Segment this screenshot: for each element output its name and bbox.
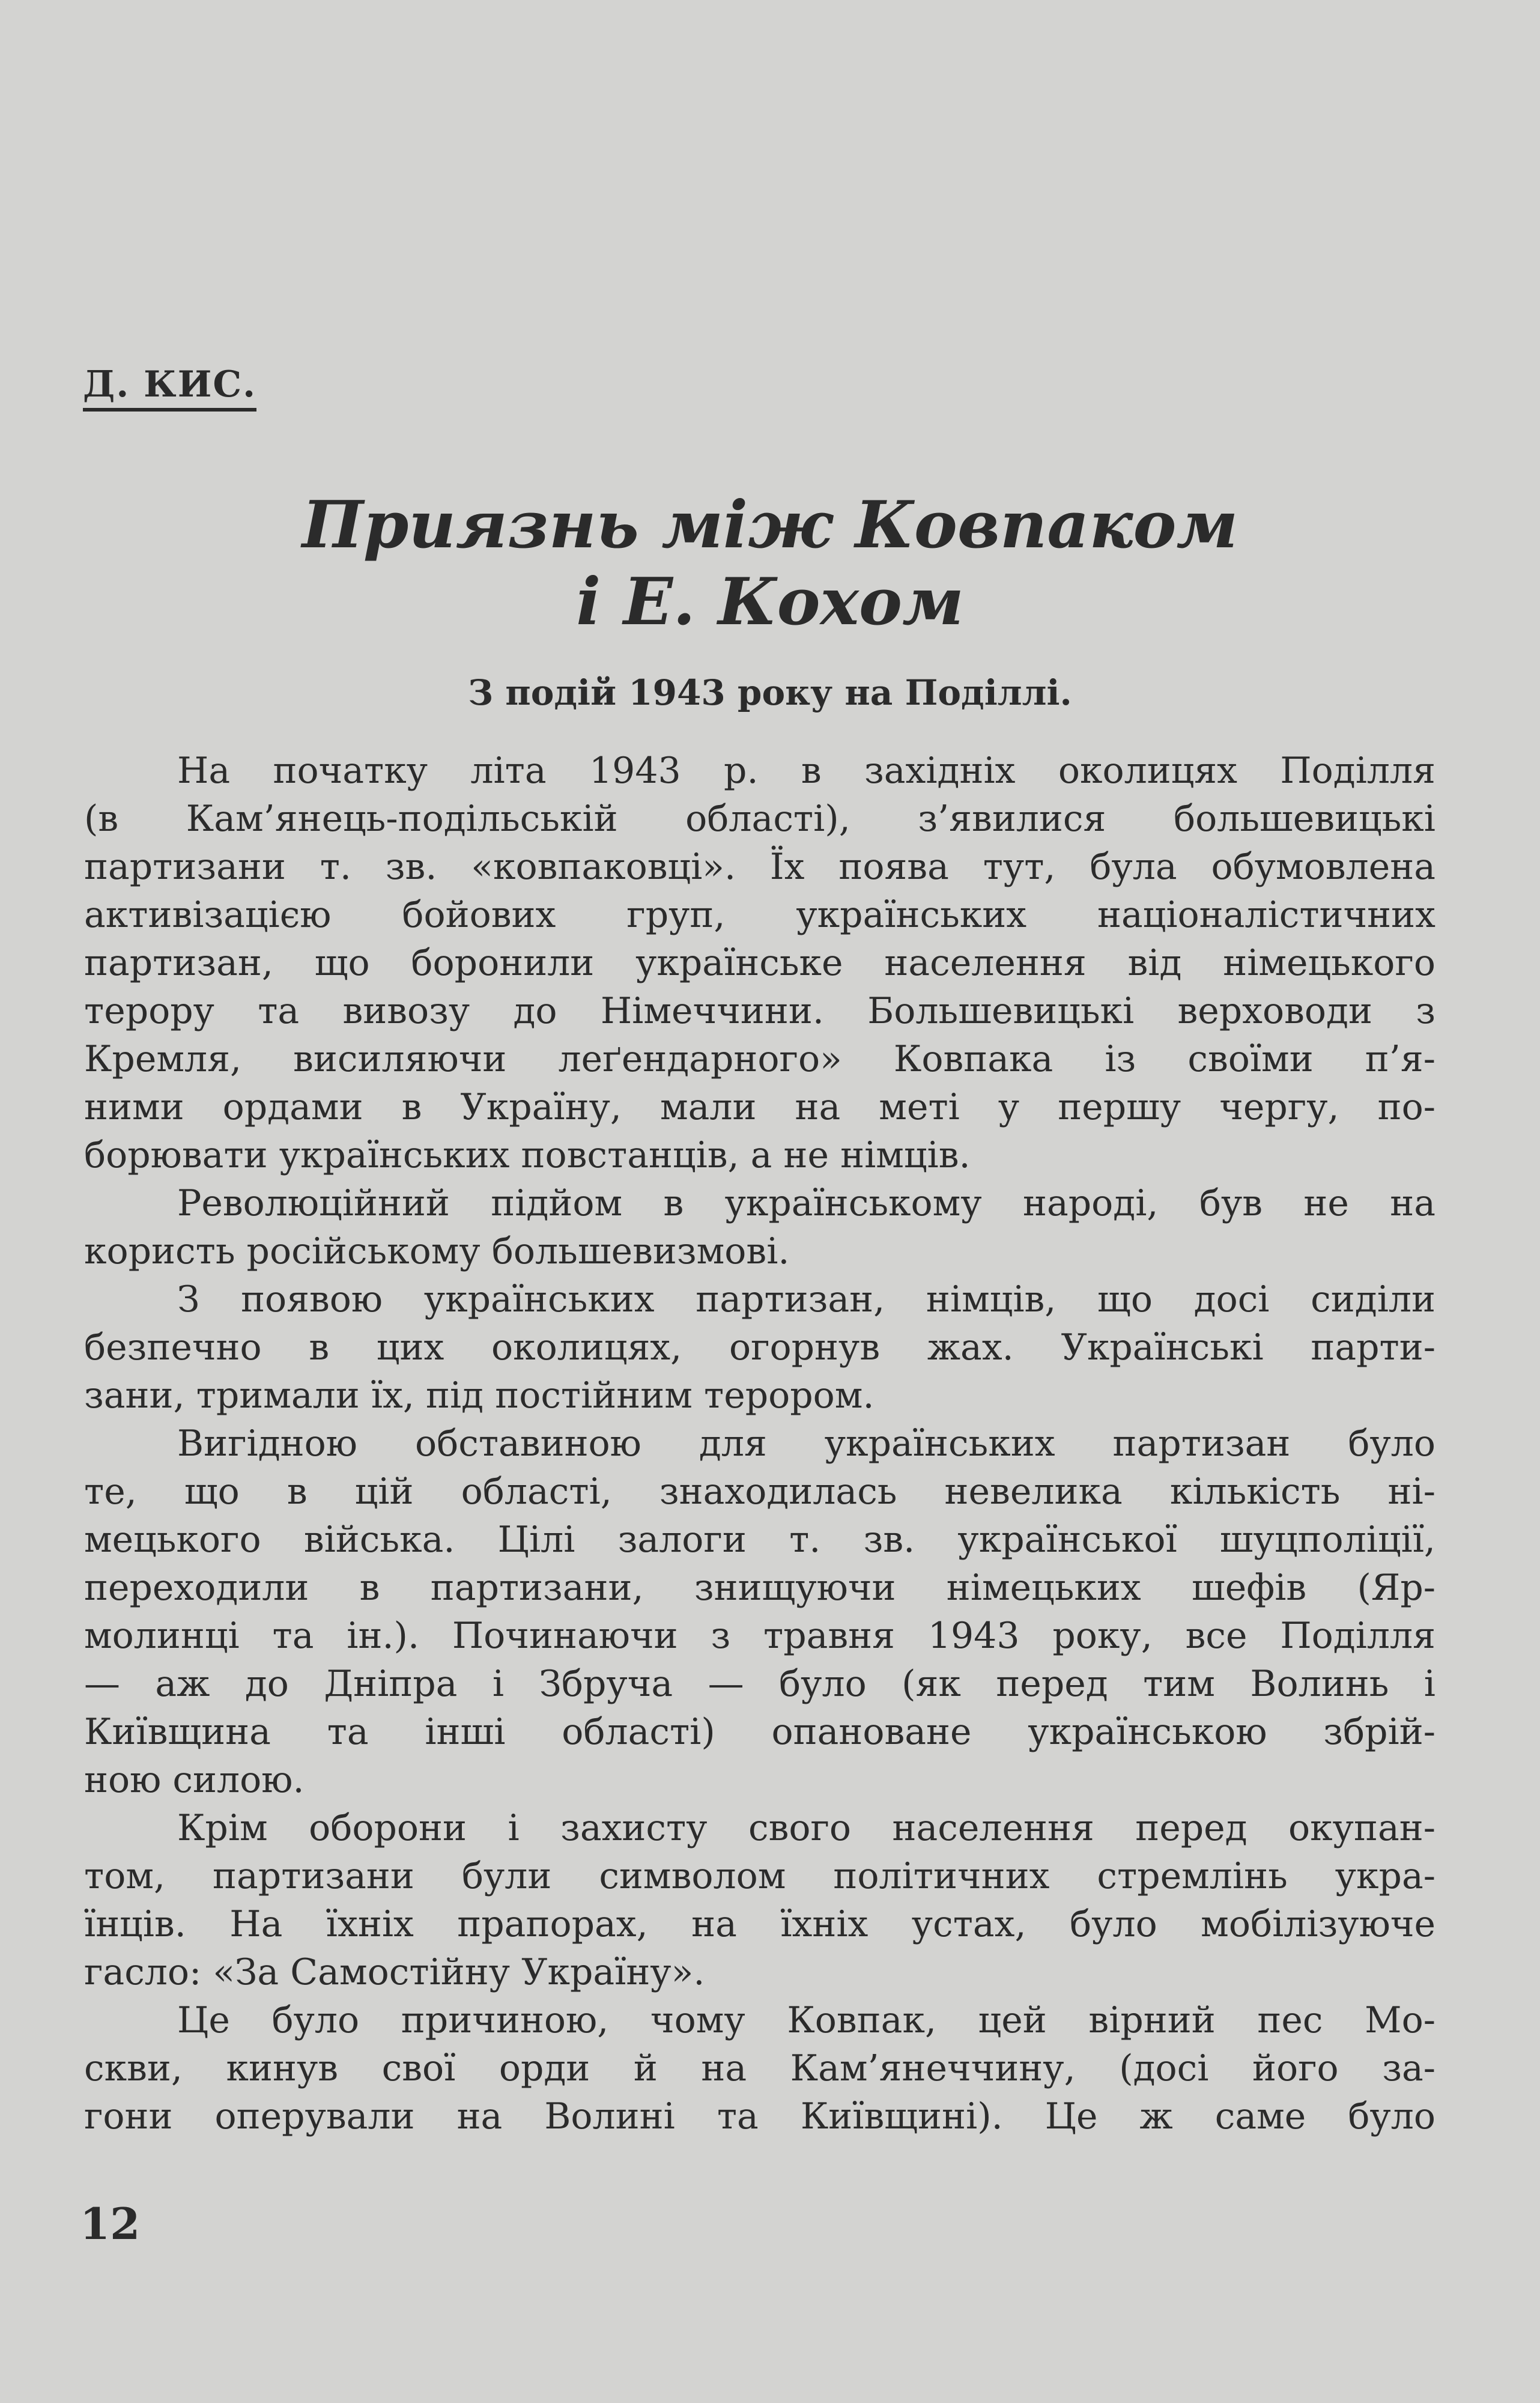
text-line: — аж до Дніпра і Збруча — було (як перед тим Волинь і xyxy=(84,1663,1435,1705)
paragraph xyxy=(84,1275,1435,1420)
text-line: скви, кинув свої орди й на Кам’янеччину, (досі його за- xyxy=(84,2047,1435,2089)
text-line: гасло: «За Самостійну Україну». xyxy=(84,1951,705,1993)
text-line: борювати українських повстанців, а не німців. xyxy=(84,1134,971,1176)
article-title-line-1: Приязнь між Ковпаком xyxy=(302,487,1238,563)
text-line: те, що в цій області, знаходилась невелика кількість ні- xyxy=(84,1471,1435,1513)
text-line: користь російському большевизмові. xyxy=(84,1230,790,1272)
text-line: (в Кам’янець-подільській області), з’явилися большевицькі xyxy=(84,798,1435,840)
article-title-line-2: і Е. Кохом xyxy=(576,564,964,640)
text-line: терору та вивозу до Німеччини. Большевицькі верховоди з xyxy=(84,990,1435,1032)
paragraph xyxy=(84,1420,1435,1804)
text-line: Революційний підйом в українському народі, був не на xyxy=(177,1182,1435,1224)
text-line: партизан, що боронили українське населення від німецького xyxy=(84,942,1435,984)
text-line: гони оперували на Волині та Київщині). Це ж саме було xyxy=(84,2095,1435,2137)
text-line: активізацією бойових груп, українських націоналістичних xyxy=(84,894,1435,936)
text-line: Крім оборони і захисту свого населення перед окупан- xyxy=(177,1807,1435,1849)
text-line: ними ордами в Україну, мали на меті у першу чергу, по- xyxy=(84,1086,1435,1128)
text-line: Це було причиною, чому Ковпак, цей вірний пес Мо- xyxy=(177,1999,1435,2041)
page-number: 12 xyxy=(80,2198,141,2249)
text-line: мецького війська. Цілі залоги т. зв. української шуцполіції, xyxy=(84,1519,1435,1561)
text-line: молинці та ін.). Починаючи з травня 1943 року, все Поділля xyxy=(84,1615,1435,1657)
paragraph xyxy=(84,1179,1435,1275)
text-line: переходили в партизани, знищуючи німецьких шефів (Яр- xyxy=(84,1567,1435,1609)
paragraph xyxy=(84,1804,1435,1996)
text-line: Кремля, висиляючи леґендарного» Ковпака із своїми п’я- xyxy=(84,1038,1435,1080)
text-line: Київщина та інші області) опановане українською збрій- xyxy=(84,1711,1435,1753)
text-line: З появою українських партизан, німців, що досі сиділи xyxy=(177,1278,1435,1320)
text-line: їнців. На їхніх прапорах, на їхніх устах, було мобілізуюче xyxy=(84,1903,1435,1945)
author-name: Д. КИС. xyxy=(83,363,256,412)
paragraph xyxy=(84,1996,1435,2140)
article-body xyxy=(84,747,1435,2140)
text-line: зани, тримали їх, під постійним терором. xyxy=(84,1375,875,1417)
text-line: На початку літа 1943 р. в західніх околицях Поділля xyxy=(177,750,1435,792)
text-line: безпечно в цих околицях, огорнув жах. Українські парти- xyxy=(84,1326,1435,1369)
text-line: партизани т. зв. «ковпаковці». Їх поява тут, була обумовлена xyxy=(84,846,1435,888)
text-line: том, партизани були символом політичних стремлінь укра- xyxy=(84,1855,1435,1897)
text-line: ною силою. xyxy=(84,1759,305,1801)
text-line: Вигідною обставиною для українських партизан було xyxy=(177,1423,1435,1465)
paragraph xyxy=(84,747,1435,1179)
article-subtitle: З подій 1943 року на Поділлі. xyxy=(468,672,1072,713)
